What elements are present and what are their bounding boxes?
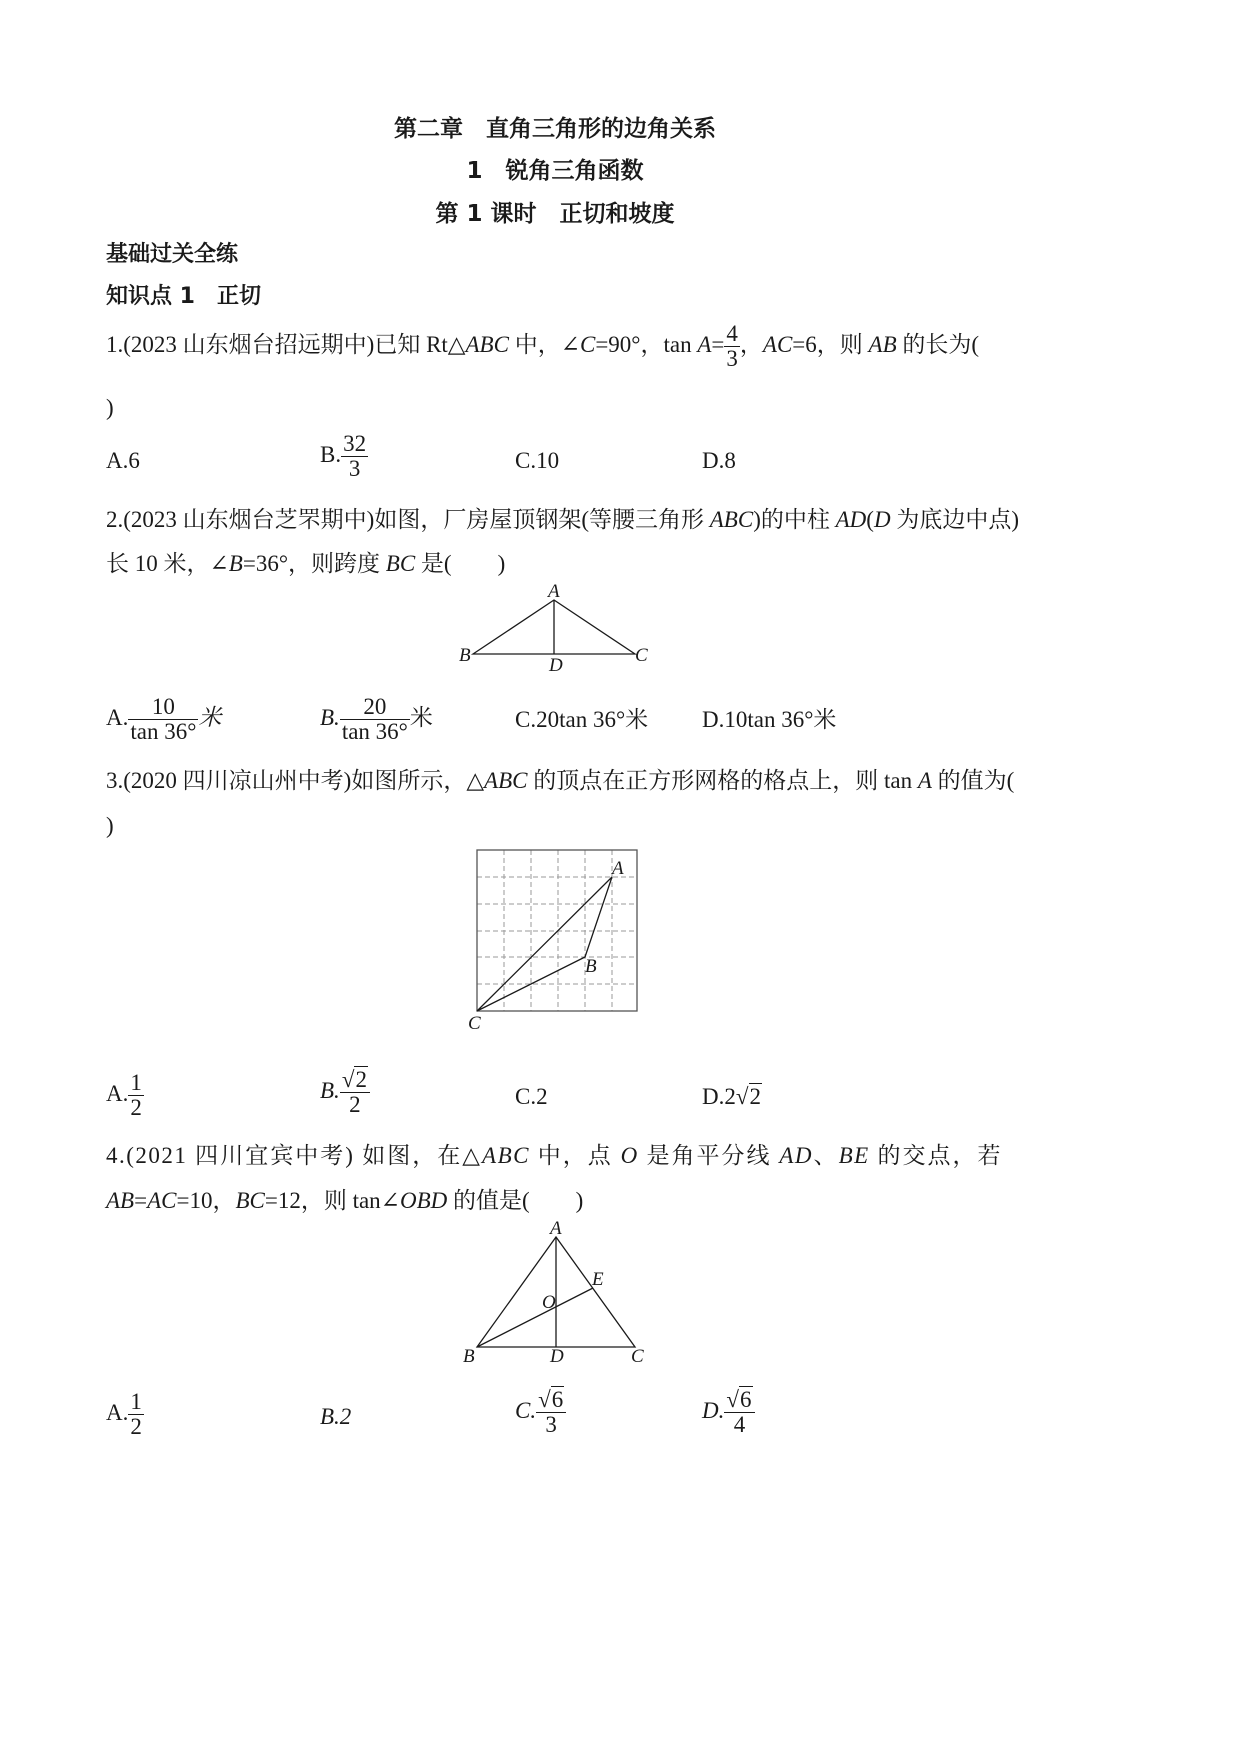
question-2-line-1	[106, 506, 1019, 534]
frac-den: tan 36°	[130, 719, 197, 745]
frac-den: 3	[536, 1412, 566, 1437]
q1-frac-den: 3	[726, 346, 738, 372]
frac-den: 2	[340, 1092, 370, 1117]
q2-option-c[interactable]: C.20tan 36°米	[515, 707, 649, 732]
q1-text: 中，∠	[508, 331, 580, 357]
frac-num	[340, 1068, 370, 1092]
q2-text: 是( )	[415, 551, 506, 576]
question-4-line-2	[106, 1187, 583, 1215]
q3-grid-figure	[462, 845, 652, 1035]
radicand: 6	[740, 1387, 752, 1412]
q2-label-d: D	[549, 655, 563, 676]
option-label: C.	[515, 1397, 537, 1423]
q3-label-c: C	[468, 1013, 481, 1034]
q1-close-paren: )	[106, 395, 114, 420]
q2-text: )的中柱	[753, 507, 836, 532]
q1-abc: ABC	[465, 331, 509, 357]
q4-label-e: E	[592, 1269, 604, 1290]
q3-a: A	[917, 768, 932, 793]
q2-d: D	[873, 507, 891, 532]
q2-text: 为底边中点)	[890, 507, 1019, 532]
q3-text: 的值为(	[931, 768, 1015, 793]
q4-option-a[interactable]	[106, 1390, 144, 1439]
frac-num: 1	[130, 1070, 142, 1095]
q1-text: ，	[739, 331, 763, 357]
q4-ac: AC	[147, 1188, 177, 1213]
q2-label-c: C	[635, 645, 648, 666]
frac-num: 32	[343, 431, 367, 456]
q1-text: =	[711, 331, 725, 357]
lesson-title: 第 1 课时 正切和坡度	[435, 201, 675, 227]
sqrt-sign: √	[538, 1387, 551, 1412]
frac-num	[724, 1388, 754, 1412]
q4-option-c-fraction	[536, 1388, 566, 1437]
option-label: A.	[106, 704, 129, 730]
frac-den: 2	[130, 1414, 142, 1440]
q2-text: 长 10 米，∠	[106, 551, 229, 576]
q1-ab: AB	[868, 331, 897, 357]
q1-option-a[interactable]: A.6	[106, 448, 140, 473]
q4-abc: ABC	[482, 1143, 530, 1168]
q1-option-d[interactable]: D.8	[702, 448, 736, 473]
q4-text: =	[134, 1188, 148, 1213]
q3-option-b[interactable]	[320, 1068, 370, 1117]
q4-option-c[interactable]	[515, 1388, 566, 1437]
q4-be: BE	[838, 1143, 870, 1168]
q4-label-d: D	[550, 1346, 564, 1367]
q1-c: C	[579, 331, 596, 357]
unit: 米	[409, 704, 433, 730]
option-label: D.	[702, 1397, 725, 1423]
q2-option-b[interactable]	[320, 695, 433, 744]
q4-ab: AB	[106, 1188, 135, 1213]
q3-text: 的顶点在正方形网格的格点上，则 tan	[527, 768, 918, 793]
frac-den: 4	[724, 1412, 754, 1437]
q2-option-d[interactable]: D.10tan 36°米	[702, 707, 837, 732]
knowledge-point-heading: 知识点 1 正切	[106, 284, 261, 309]
q2-abc: ABC	[709, 507, 754, 532]
frac-num: 1	[130, 1389, 142, 1414]
unit: 米	[198, 704, 222, 730]
q4-text: 的交点，若	[869, 1143, 1003, 1168]
q1-text: =6，则	[792, 331, 869, 357]
q3-text: 3.(2020 四川凉山州中考)如图所示，△	[106, 768, 485, 793]
sqrt-sign: √	[726, 1387, 739, 1412]
sqrt-sign: √	[735, 1084, 749, 1109]
frac-den: 3	[341, 456, 368, 481]
q3-option-c[interactable]: C.2	[515, 1084, 548, 1109]
q1-a: A	[697, 331, 712, 357]
q4-text: 中，点	[529, 1143, 621, 1168]
q1-option-b[interactable]	[320, 432, 368, 481]
q4-text: 4.(2021 四川宜宾中考) 如图，在△	[106, 1143, 483, 1168]
sqrt-sign: √	[341, 1067, 355, 1092]
q1-text: 1.(2023 山东烟台招远期中)已知 Rt△	[106, 331, 466, 357]
q1-text: =90°，tan	[595, 331, 698, 357]
question-1-stem	[106, 322, 979, 371]
q4-text: 、	[813, 1143, 839, 1168]
q3-option-b-fraction	[340, 1068, 370, 1117]
q4-option-d[interactable]	[702, 1388, 755, 1437]
q2-text: (	[866, 507, 874, 532]
q4-text: =12，则 tan∠	[264, 1188, 400, 1213]
q3-close-paren: )	[106, 813, 114, 838]
q3-label-a: A	[612, 858, 624, 879]
q4-text: 是角平分线	[638, 1143, 780, 1168]
q4-label-a: A	[550, 1218, 562, 1239]
q3-triangle	[477, 877, 612, 1011]
q4-text: 的值是( )	[447, 1188, 584, 1213]
q1-frac-num: 4	[726, 321, 738, 346]
q2-b: B	[228, 551, 243, 576]
question-2-line-2	[106, 550, 505, 578]
q4-option-b[interactable]: B.2	[320, 1404, 352, 1429]
q2-bc: BC	[385, 551, 416, 576]
q4-bc: BC	[235, 1188, 265, 1213]
q1-option-b-label: B.	[320, 441, 342, 467]
q4-o: O	[620, 1143, 639, 1168]
frac-den: 2	[130, 1095, 142, 1121]
question-4-line-1	[106, 1142, 1002, 1170]
chapter-title: 第二章 直角三角形的边角关系	[394, 116, 716, 142]
q2-option-b-fraction	[340, 695, 410, 744]
q4-triangle-figure	[455, 1218, 655, 1372]
q4-text: =10，	[176, 1188, 236, 1213]
q2-triangle-figure	[455, 581, 655, 676]
frac-num	[536, 1388, 566, 1412]
q4-option-a-fraction	[128, 1390, 144, 1439]
option-label: A.	[106, 1080, 129, 1106]
q3-option-a-fraction	[128, 1071, 144, 1120]
q2-ad: AD	[835, 507, 867, 532]
radicand: 6	[551, 1387, 564, 1412]
frac-den: tan 36°	[341, 719, 408, 745]
q4-label-o: O	[542, 1292, 556, 1313]
q4-label-b: B	[463, 1346, 475, 1367]
q2-label-a: A	[548, 581, 560, 602]
option-label: A.	[106, 1399, 129, 1425]
q3-abc: ABC	[484, 768, 528, 793]
q1-option-b-fraction	[341, 432, 368, 481]
q4-option-d-fraction	[724, 1388, 754, 1437]
option-label: B.	[320, 704, 340, 730]
q2-text: =36°，则跨度	[242, 551, 386, 576]
q4-label-c: C	[631, 1346, 644, 1367]
q3-label-b: B	[585, 956, 597, 977]
practice-heading: 基础过关全练	[106, 242, 239, 267]
option-label: D.2	[702, 1084, 736, 1109]
q4-bisector-be	[477, 1288, 593, 1347]
q3-option-a[interactable]	[106, 1071, 144, 1120]
frac-num: 20	[363, 694, 387, 719]
q2-option-a-fraction	[128, 695, 198, 744]
q4-ad: AD	[779, 1143, 814, 1168]
q1-option-c[interactable]: C.10	[515, 448, 560, 473]
radicand: 2	[355, 1067, 367, 1092]
section-title: 1 锐角三角函数	[466, 158, 644, 184]
q4-obd: OBD	[399, 1188, 448, 1213]
q3-option-d[interactable]	[702, 1083, 762, 1111]
q2-option-a[interactable]	[106, 695, 221, 744]
q1-ac: AC	[762, 331, 793, 357]
q1-text: 的长为(	[896, 331, 980, 357]
radicand: 2	[749, 1084, 761, 1109]
option-label: B.	[320, 1077, 340, 1103]
frac-num: 10	[151, 694, 175, 719]
q1-fraction	[724, 322, 740, 371]
q2-label-b: B	[459, 645, 471, 666]
q2-text: 2.(2023 山东烟台芝罘期中)如图，厂房屋顶钢架(等腰三角形	[106, 507, 710, 532]
question-3-stem	[106, 767, 1014, 795]
